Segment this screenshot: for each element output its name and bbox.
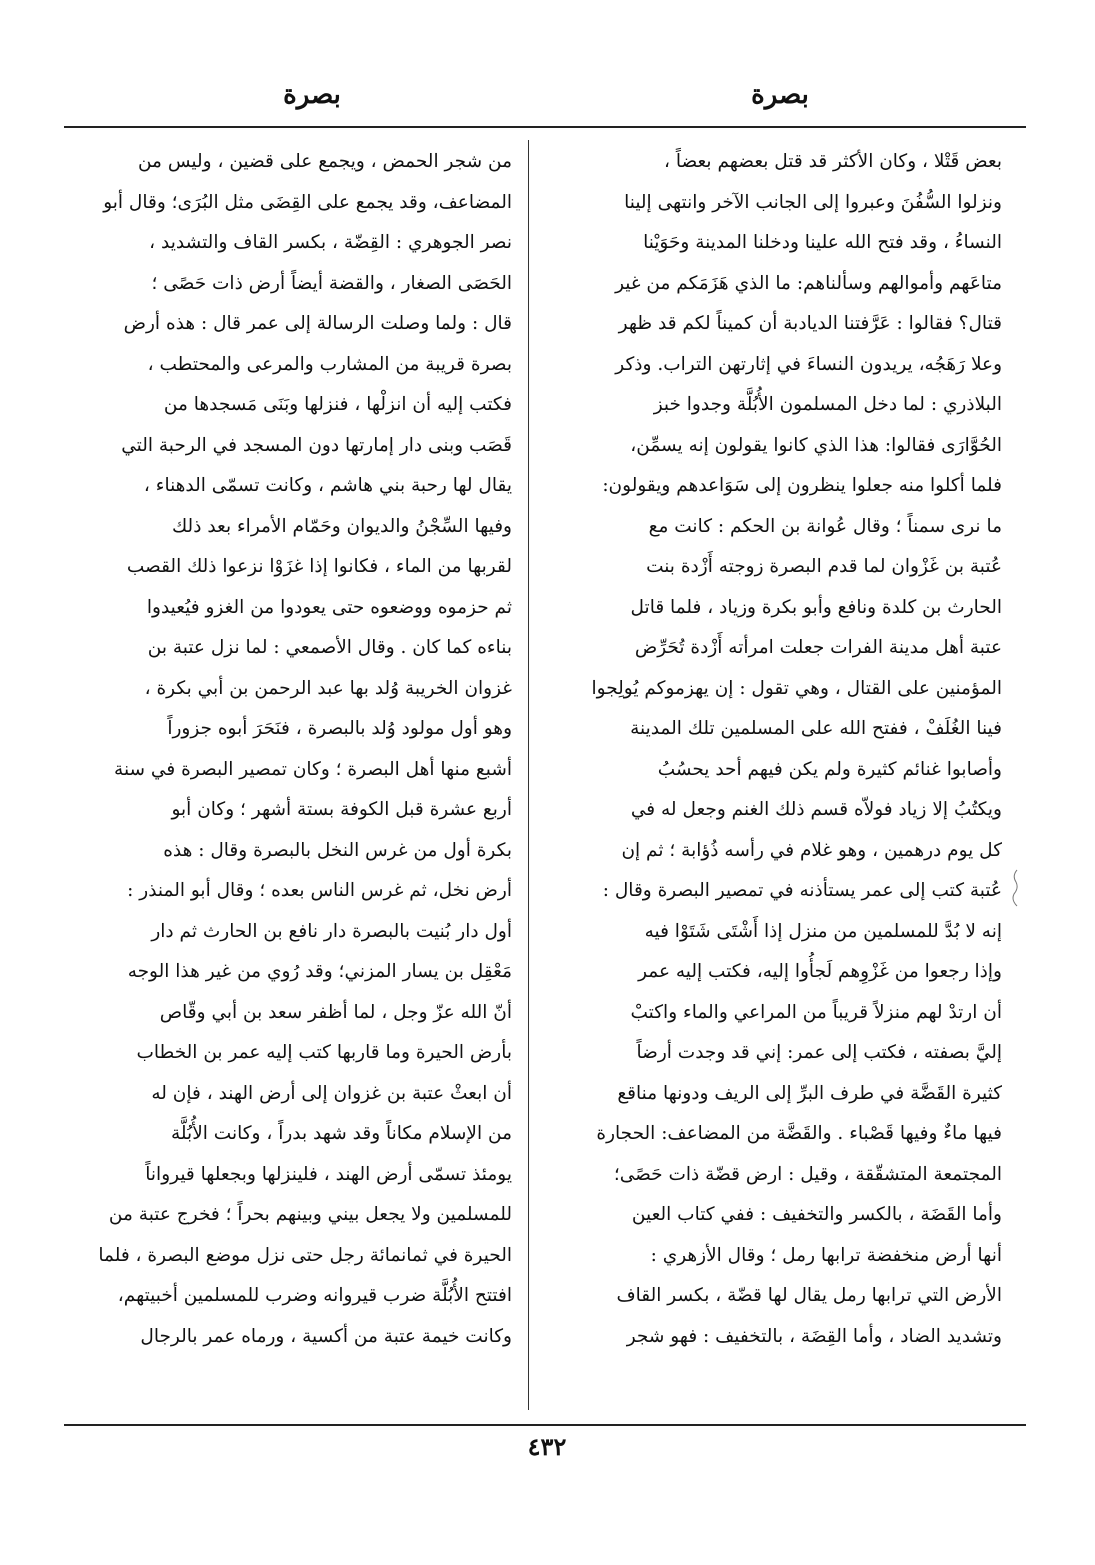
text-line: أنّ الله عزّ وجل ، لما أظفر سعد بن أبي وقّاص: [159, 1001, 512, 1023]
text-line: إليَّ بصفته ، فكتب إلى عمر: إني قد وجدت أرضاً: [636, 1042, 1002, 1063]
text-line: المضاعف، وقد يجمع على القِضَى مثل البُرَى؛ وقال أبو: [103, 191, 512, 213]
text-line: قَصَب وبنى دار إمارتها دون المسجد في الرحبة التي: [121, 434, 512, 456]
text-line: ونزلوا السُّفُنَ وعبروا إلى الجانب الآخر وانتهى إلينا: [624, 191, 1002, 213]
text-line: بصرة قريبة من المشارب والمرعى والمحتطب ،: [147, 353, 512, 375]
text-line: غزوان الخريبة وُلد بها عبد الرحمن بن أبي بكرة ،: [144, 677, 512, 699]
text-line: وأما القَضَة ، بالكسر والتخفيف : ففي كتاب العين: [631, 1204, 1002, 1225]
text-line: وهو أول مولود وُلد بالبصرة ، فنَحَرَ أبوه جزوراً: [167, 718, 512, 739]
text-line: وفيها السِّجْنُ والديوان وحَمّام الأمراء بعد ذلك: [171, 515, 512, 537]
text-line: عُتبة كتب إلى عمر يستأذنه في تمصير البصرة وقال :: [602, 880, 1002, 901]
text-line: لقربها من الماء ، فكانوا إذا غزَوْا نزعوا ذلك القصب: [126, 556, 512, 577]
text-line: بناءه كما كان . وقال الأصمعي : لما نزل عتبة بن: [147, 637, 512, 658]
text-line: بكرة أول من غرس النخل بالبصرة وقال : هذه: [163, 839, 512, 861]
text-line: أنها أرض منخفضة ترابها رمل ؛ وقال الأزهري :: [650, 1244, 1002, 1266]
text-line: الحَصَى الصغار ، والقضة أيضاً أرض ذات حَصًى ؛: [151, 272, 512, 294]
top-rule: [64, 126, 1026, 128]
text-line: من شجر الحمض ، ويجمع على قضين ، وليس من: [137, 151, 512, 172]
text-line: وتشديد الضاد ، وأما القِضَة ، بالتخفيف : فهو شجر: [626, 1325, 1002, 1347]
margin-bracket-mark: [1010, 868, 1020, 908]
text-line: ثم حزموه ووضعوه حتى يعودوا من الغزو فيُعيدوا: [146, 596, 512, 618]
text-line: النساءُ ، وقد فتح الله علينا ودخلنا المدينة وحَوَيْنا: [643, 232, 1002, 253]
text-line: قتال؟ فقالوا : عَرَّفتنا الديادبة أن كميناً لكم قد ظهر: [618, 313, 1002, 334]
text-line: المؤمنين على القتال ، وهي تقول : إن يهزموكم يُولِجوا: [591, 677, 1002, 699]
text-line: وأصابوا غنائم كثيرة ولم يكن فيهم أحد يحسُبُ: [657, 758, 1002, 780]
text-line: أشبع منها أهل البصرة ؛ وكان تمصير البصرة في سنة: [114, 758, 512, 780]
text-line: ما نرى سمناً ؛ وقال عُوانة بن الحكم : كانت مع: [648, 515, 1002, 537]
text-line: فلما أكلوا منه جعلوا ينظرون إلى سَوَاعدهم ويقولون:: [602, 475, 1002, 496]
text-line: كل يوم درهمين ، وهو غلام في رأسه ذُؤابة ؛ ثم إن: [621, 839, 1002, 861]
text-line: الحُوَّارَى فقالوا: هذا الذي كانوا يقولون إنه يسمِّن،: [630, 434, 1002, 456]
text-line: المجتمعة المتشقّقة ، وقيل : ارض قضّة ذات حَصًى؛: [613, 1163, 1002, 1185]
text-line: افتتح الأُبُلَّة ضرب قيروانه وضرب للمسلمين أخبيتهم،: [117, 1285, 512, 1306]
text-line: للمسلمين ولا يجعل بيني وبينهم بحراً ؛ فخرج عتبة من: [108, 1204, 512, 1225]
text-line: نصر الجوهري : القِضّة ، بكسر القاف والتشديد ،: [149, 232, 512, 253]
text-line: مَعْقِل بن يسار المزني؛ وقد رُوي من غير هذا الوجه: [127, 961, 512, 982]
text-line: وكانت خيمة عتبة من أكسية ، ورماه عمر بالرجال: [140, 1325, 512, 1347]
text-line: وإذا رجعوا من غَزْوِهم لَجأُوا إليه، فكتب إليه عمر: [638, 961, 1002, 982]
text-line: كثيرة القَضَّة في طرف البرِّ إلى الريف ودونها مناقع: [617, 1082, 1002, 1104]
text-line: يومئذ تسمّى أرض الهند ، فلينزلها وبجعلها قيرواناً: [145, 1163, 512, 1185]
text-line: إنه لا بُدَّ للمسلمين من منزل إذا أَشْتَى شَتَوْا فيه: [644, 920, 1002, 942]
text-line: البلاذري : لما دخل المسلمون الأُبُلَّة وجدوا خبز: [653, 394, 1002, 415]
page-number: ٤٣٢: [527, 1432, 567, 1461]
header-title-left: بصرة: [283, 80, 341, 110]
text-line: أول دار بُنيت بالبصرة دار نافع بن الحارث ثم دار: [151, 920, 512, 942]
text-line: قال : ولما وصلت الرسالة إلى عمر قال : هذه أرض: [123, 313, 512, 334]
text-line: أربع عشرة قبل الكوفة بستة أشهر ؛ وكان أبو: [171, 799, 512, 820]
text-line: الأرض التي ترابها رمل يقال لها قضّة ، بكسر القاف: [616, 1285, 1002, 1306]
header-title-right: بصرة: [751, 80, 809, 110]
text-line: عتبة أهل مدينة الفرات جعلت امرأته أَزْدة تُحَرِّض: [634, 637, 1002, 658]
text-line: الحارث بن كلدة ونافع وأبو بكرة وزياد ، فلما قاتل: [630, 596, 1002, 618]
text-line: وعلا رَهَجُه، يريدون النساءَ في إثارتهن التراب. وذكر: [615, 353, 1002, 375]
bottom-rule: [64, 1424, 1026, 1426]
text-line: بأرض الحيرة وما قاربها كتب إليه عمر بن الخطاب: [136, 1042, 512, 1063]
text-line: الحيرة في ثمانمائة رجل حتى نزل موضع البصرة ، فلما: [98, 1244, 512, 1266]
text-line: أن ارتدْ لهم منزلاً قريباً من المراعي والماء واكتبْ: [630, 1001, 1002, 1023]
text-line: متاعَهم وأموالهم وسألناهم: ما الذي هَزَمَكم من غير: [615, 272, 1002, 294]
text-line: عُتبة بن غَزْوان لما قدم البصرة زوجته أَزْدة بنت: [646, 556, 1002, 577]
text-line: فيها ماءٌ وفيها قَصْباء . والقَضَّة من المضاعف: الحجارة: [596, 1123, 1002, 1144]
text-line: بعض قَتْلا ، وكان الأكثر قد قتل بعضهم بعضاً ،: [663, 151, 1002, 172]
text-line: فينا الغُلَفْ ، ففتح الله على المسلمين تلك المدينة: [630, 718, 1002, 739]
text-line: فكتب إليه أن انزلْها ، فنزلها وبَنَى مَسجدها من: [163, 394, 512, 415]
text-line: أرض نخل، ثم غرس الناس بعده ؛ وقال أبو المنذر :: [127, 880, 512, 901]
text-line: من الإسلام مكاناً وقد شهد بدراً ، وكانت الأُبُلَّة: [171, 1123, 512, 1144]
text-line: أن ابعثْ عتبة بن غزوان إلى أرض الهند ، فإن له: [151, 1082, 512, 1104]
text-line: يقال لها رحبة بني هاشم ، وكانت تسمّى الدهناء ،: [143, 475, 512, 496]
right-column: [552, 142, 1002, 1417]
column-divider: [528, 140, 529, 1410]
text-line: ويكتُبُ إلا زياد فولاّه قسم ذلك الغنم وجعل له في: [630, 799, 1002, 820]
left-column: [62, 142, 512, 1417]
